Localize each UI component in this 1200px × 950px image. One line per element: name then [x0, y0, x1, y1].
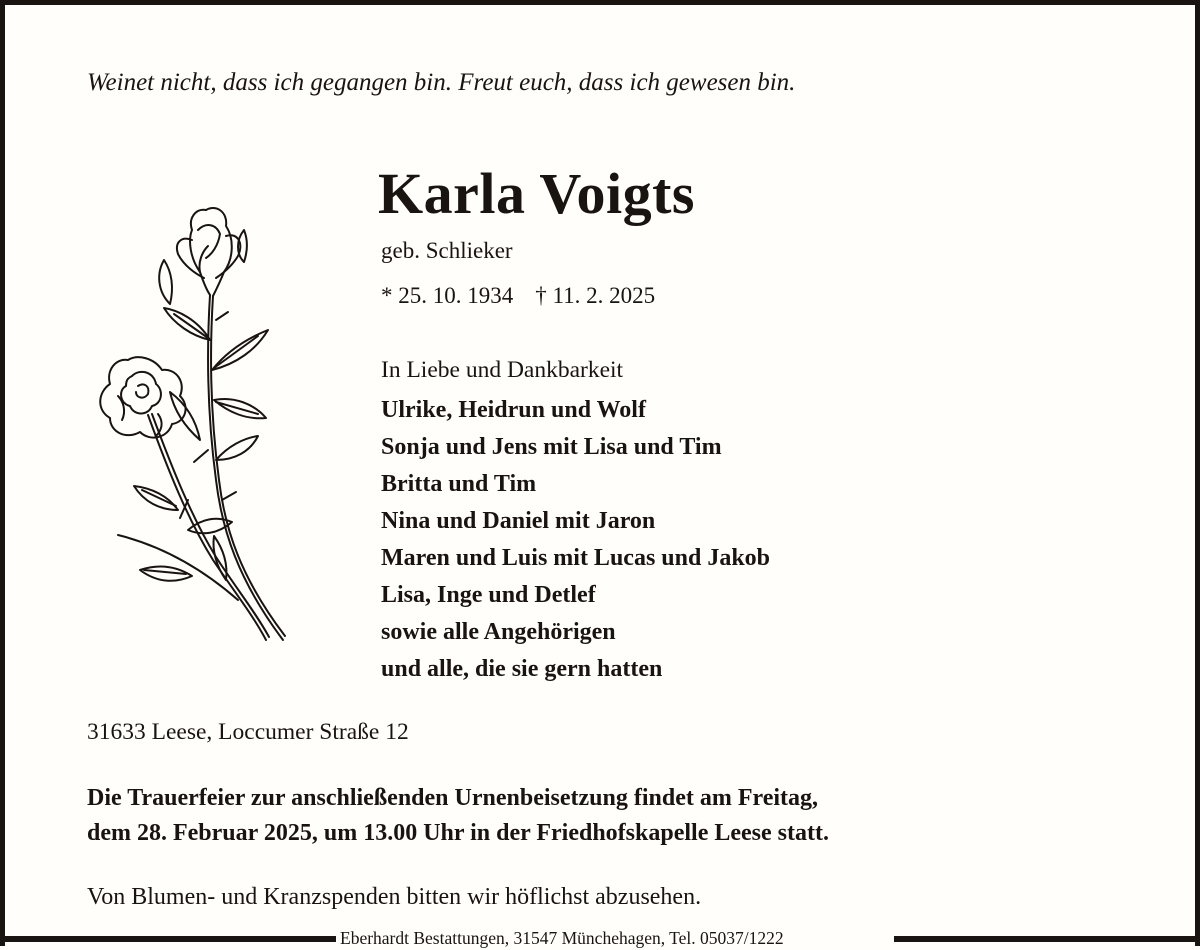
left-border [0, 0, 5, 946]
mourner-line: Sonja und Jens mit Lisa und Tim [381, 434, 722, 460]
mourner-line: Britta und Tim [381, 471, 537, 497]
footer-rule-left [0, 936, 336, 942]
mourner-line: Ulrike, Heidrun und Wolf [381, 397, 646, 423]
right-border [1195, 0, 1200, 946]
ceremony-line: dem 28. Februar 2025, um 13.00 Uhr in der Friedhofskapelle Leese statt. [87, 820, 829, 846]
ceremony-notice [87, 781, 829, 851]
mourner-line: sowie alle Angehörigen [381, 619, 616, 645]
motto-quote: Weinet nicht, dass ich gegangen bin. Freut euch, dass ich gewesen bin. [87, 69, 796, 96]
deceased-name: Karla Voigts [378, 161, 695, 226]
address: 31633 Leese, Loccumer Straße 12 [87, 719, 409, 745]
funeral-home-footer: Eberhardt Bestattungen, 31547 Münchehagen, Tel. 05037/1222 [340, 928, 784, 948]
maiden-name: geb. Schlieker [381, 238, 513, 263]
mourners-intro: In Liebe und Dankbarkeit [381, 357, 624, 383]
birth-date: * 25. 10. 1934 [381, 283, 514, 308]
ceremony-line: Die Trauerfeier zur anschließenden Urnenbeisetzung findet am Freitag, [87, 785, 819, 811]
mourner-line: Nina und Daniel mit Jaron [381, 508, 656, 534]
rose-illustration [88, 200, 293, 650]
flowers-note: Von Blumen- und Kranzspenden bitten wir höflichst abzusehen. [87, 884, 702, 910]
mourner-line: Maren und Luis mit Lucas und Jakob [381, 545, 771, 571]
footer-rule-right [894, 936, 1200, 942]
life-dates [381, 283, 655, 309]
top-border [0, 0, 1200, 5]
mourner-line: und alle, die sie gern hatten [381, 656, 663, 682]
mourner-line: Lisa, Inge und Detlef [381, 582, 596, 608]
death-date: † 11. 2. 2025 [535, 283, 656, 308]
mourners-list [381, 393, 770, 689]
